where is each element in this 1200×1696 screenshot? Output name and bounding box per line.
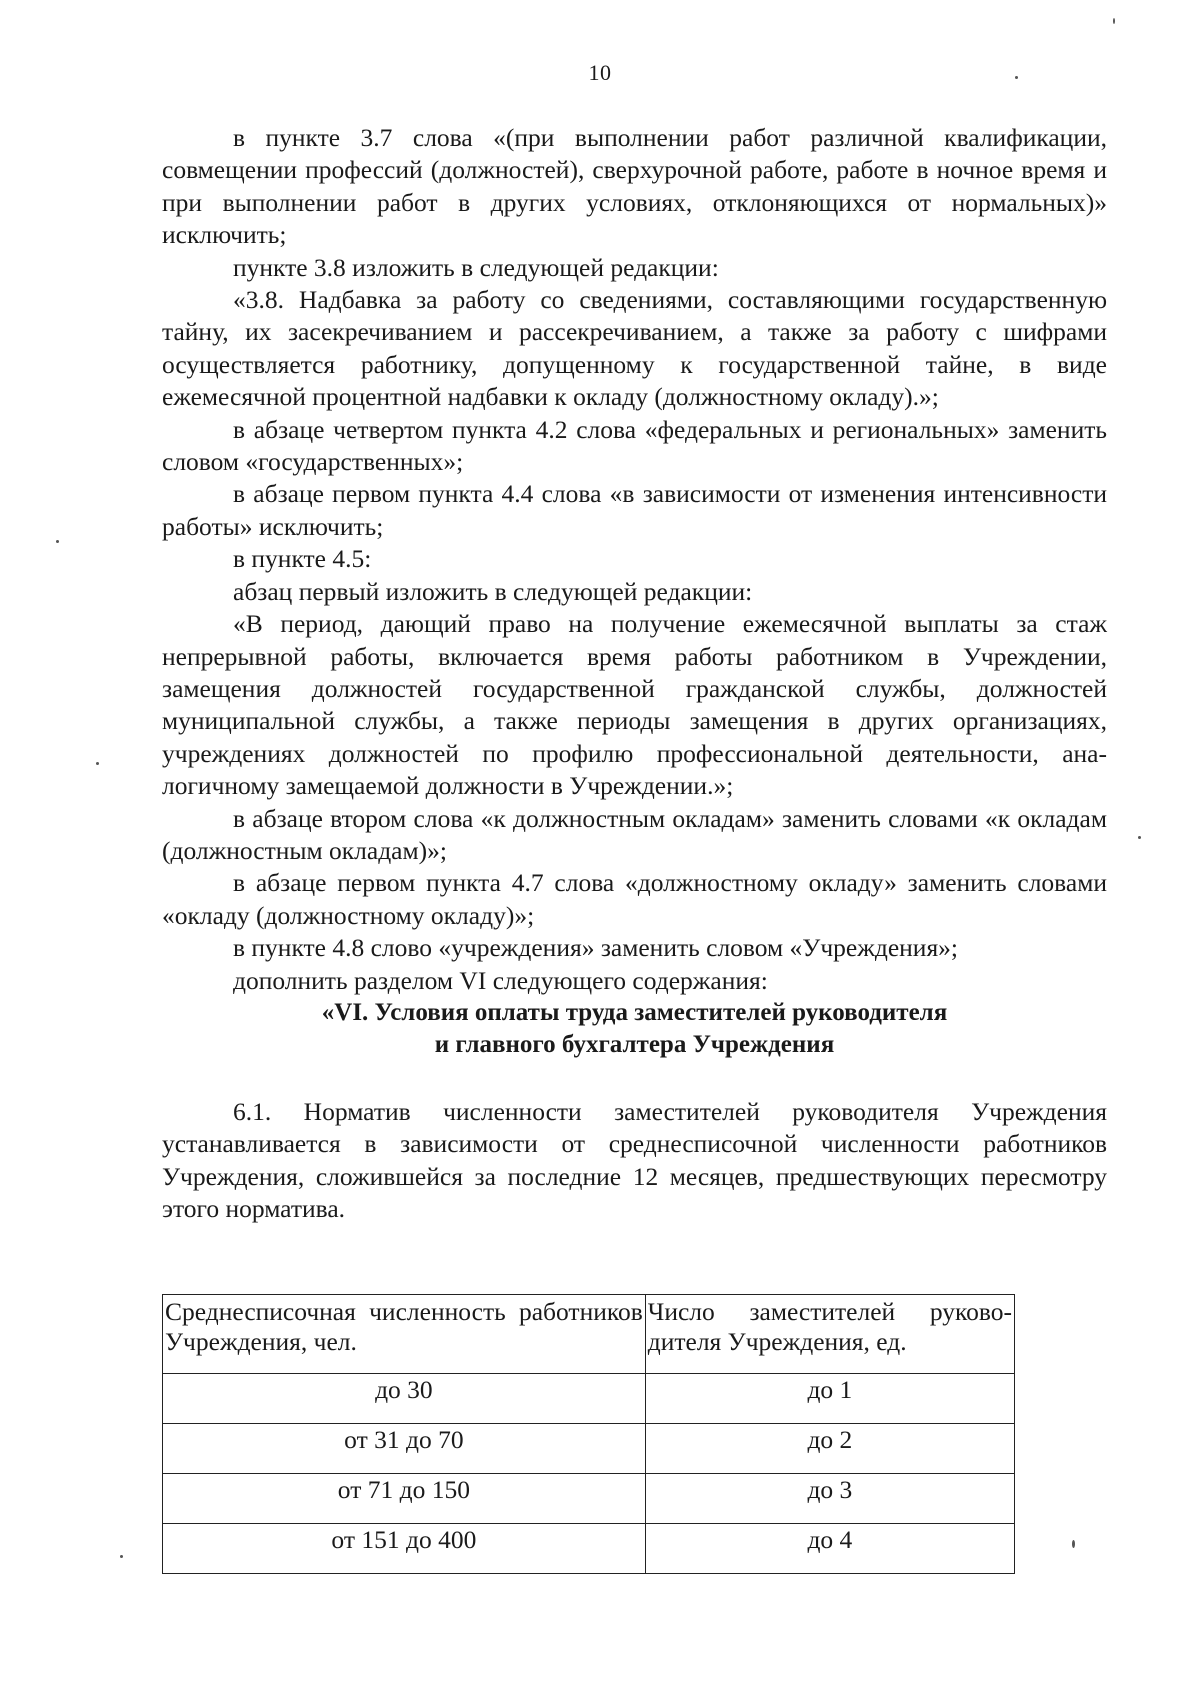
scan-speck [56,540,59,543]
table-cell: от 31 до 70 [163,1424,646,1474]
table-cell: от 151 до 400 [163,1524,646,1574]
paragraph: в пункте 4.5: [233,544,372,574]
scan-speck [120,1555,123,1558]
paragraph: в абзаце втором слова «к должностным окладам» заменить словами «к окладам (должностным окладам)»; [162,803,1107,865]
paragraph: в абзаце четвертом пункта 4.2 слова «федеральных и региональных» заменить словом «государственных»; [162,414,1107,477]
scan-speck [1113,18,1115,24]
table-row [163,1374,1015,1424]
deputies-norm-table-wrapper [162,1294,1015,1574]
paragraph-6-1: 6.1. Норматив численности заместителей руководителя Учреждения устанавливается в зависимости от среднесписочной численности работников Учреждения, сложившейся за последние 12 месяцев, предшествующих пересмотру этого норматива. [162,1096,1107,1223]
paragraph: в пункте 4.8 слово «учреждения» заменить словом «Учреждения»; [233,933,959,963]
table-cell: до 3 [645,1474,1014,1524]
paragraph: пункте 3.8 изложить в следующей редакции: [233,252,719,282]
table-cell: до 2 [645,1424,1014,1474]
paragraph: дополнить разделом VI следующего содержания: [233,965,768,995]
table-header-cell: Число заместителей руководителя Учреждения, ед. [645,1295,1014,1374]
scan-speck [96,762,99,765]
paragraph: в абзаце первом пункта 4.7 слова «должностному окладу» заменить словами «окладу (должностному окладу)»; [162,868,1107,930]
document-body [162,122,1107,1225]
scan-speck [1072,1540,1075,1548]
table-row [163,1474,1015,1524]
section-title-line-1: «VI. Условия оплаты труда заместителей руководителя [321,998,948,1026]
paragraph: абзац первый изложить в следующей редакции: [233,576,753,606]
paragraph: «3.8. Надбавка за работу со сведениями, составляющими государственную тайну, их засекречиванием и рассекречиванием, а также за работу с шифрами осуществляется работнику, допущенному к государственной тайне, в виде ежемесячной процентной надбавки к окладу (должностному окладу).»; [162,285,1107,412]
paragraph: в абзаце первом пункта 4.4 слова «в зависимости от изменения интенсивности работы» исключить; [162,479,1107,541]
paragraph: в пункте 3.7 слова «(при выполнении работ различной квалификации, совмещении профессий (должностей), сверхурочной работе, работе в ночное время и при выполнении работ в других условиях, отклоняющихся от нормальных)» исключить; [162,123,1107,250]
page-number: 10 [588,60,612,85]
table-header-row [163,1295,1015,1374]
table-cell: до 4 [645,1524,1014,1574]
table-cell: до 1 [645,1374,1014,1424]
paragraph: «В период, дающий право на получение ежемесячной выплаты за стаж непрерывной работы, включается время работы работником в Учреждении, замещения должностей государственной гражданской службы, должностей муниципальной службы, а также периоды замещения в других организациях, учреждениях должностей по профилю профессиональной деятельности, аналогичному замещаемой должности в Учреждении.»; [162,609,1107,801]
scan-speck [1015,76,1018,79]
section-title-line-2: и главного бухгалтера Учреждения [434,1031,835,1059]
table-row [163,1424,1015,1474]
deputies-norm-table [162,1294,1015,1574]
table-cell: до 30 [163,1374,646,1424]
scan-speck [1138,836,1141,839]
table-cell: от 71 до 150 [163,1474,646,1524]
table-header-cell: Среднесписочная численность работников Учреждения, чел. [163,1295,646,1374]
section-title [162,997,1107,1062]
table-row [163,1524,1015,1574]
